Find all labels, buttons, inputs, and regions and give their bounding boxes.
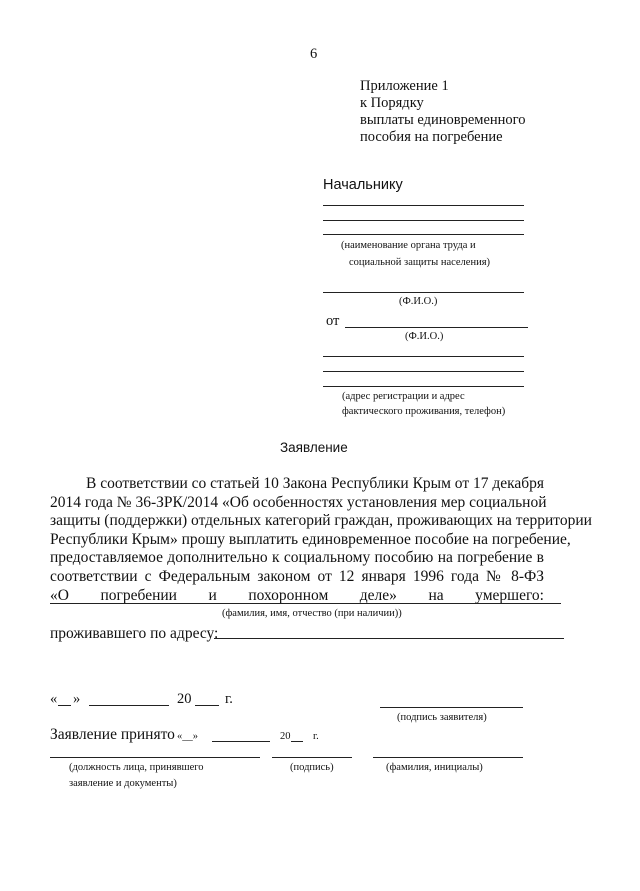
accepted-year-suffix: г. xyxy=(313,731,319,742)
position-line[interactable] xyxy=(50,757,260,758)
org-hint-2: социальной защиты населения) xyxy=(349,257,491,268)
body-line-6: соответствии с Федеральным законом от 12 января 1996 года № 8-ФЗ xyxy=(50,567,544,585)
body-line-5: предоставляемое дополнительно к социальному пособию на погребение в xyxy=(50,549,544,567)
body-line-1: В соответствии со статьей 10 Закона Республики Крым от 17 декабря xyxy=(86,475,545,492)
body-paragraph xyxy=(50,475,592,605)
body-line-2: 2014 года № 36-ЗРК/2014 «Об особенностях установления мер социальной xyxy=(50,493,547,511)
deceased-name-hint: (фамилия, имя, отчество (при наличии)) xyxy=(222,608,402,619)
date-year-suffix: г. xyxy=(225,691,233,707)
from-label: от xyxy=(326,313,340,329)
position-hint-2: заявление и документы) xyxy=(69,778,177,789)
accepted-label: Заявление принято xyxy=(50,726,175,743)
date-year-line[interactable] xyxy=(195,705,219,706)
acceptor-name-line[interactable] xyxy=(373,757,523,758)
date-month-line[interactable] xyxy=(89,705,169,706)
body-line-4: Республики Крым» прошу выплатить единовременное пособие на погребение, xyxy=(50,530,571,548)
appendix-line-4: пособия на погребение xyxy=(360,129,503,145)
accepted-year-prefix: 20 xyxy=(280,731,291,742)
appendix-line-3: выплаты единовременного xyxy=(360,112,526,128)
address-label: проживавшего по адресу: xyxy=(50,625,219,642)
position-hint-1: (должность лица, принявшего xyxy=(69,762,204,773)
date-close-quote: » xyxy=(73,691,81,707)
applicant-fio-line[interactable] xyxy=(345,327,528,328)
accepted-year-line[interactable] xyxy=(291,741,303,742)
address-line-3[interactable] xyxy=(323,386,524,387)
org-line-2[interactable] xyxy=(323,220,524,221)
acceptor-signature-hint: (подпись) xyxy=(290,762,334,773)
addressee-to: Начальнику xyxy=(323,177,403,193)
accepted-month-line[interactable] xyxy=(212,741,270,742)
acceptor-name-hint: (фамилия, инициалы) xyxy=(386,762,483,773)
head-fio-line[interactable] xyxy=(323,292,524,293)
document-title: Заявление xyxy=(280,440,348,455)
page-number: 6 xyxy=(310,46,318,62)
deceased-address-line[interactable] xyxy=(214,638,564,639)
applicant-fio-hint: (Ф.И.О.) xyxy=(405,331,444,342)
applicant-signature-line[interactable] xyxy=(380,707,523,708)
date-day-line[interactable] xyxy=(58,705,71,706)
date-year-prefix: 20 xyxy=(177,691,192,707)
appendix-line-2: к Порядку xyxy=(360,95,424,111)
address-hint-2: фактического проживания, телефон) xyxy=(342,406,506,417)
body-line-7: «О погребении и похоронном деле» на умершего: xyxy=(50,586,544,604)
address-line-2[interactable] xyxy=(323,371,524,372)
address-line-1[interactable] xyxy=(323,356,524,357)
body-line-3: защиты (поддержки) отдельных категорий граждан, проживающих на территории xyxy=(50,512,592,530)
accepted-date-text: «__» xyxy=(177,731,198,742)
org-hint-1: (наименование органа труда и xyxy=(341,240,476,251)
appendix-line-1: Приложение 1 xyxy=(360,78,449,94)
deceased-name-line[interactable] xyxy=(50,603,561,604)
org-line-3[interactable] xyxy=(323,234,524,235)
head-fio-hint: (Ф.И.О.) xyxy=(399,296,438,307)
acceptor-signature-line[interactable] xyxy=(272,757,352,758)
date-open-quote: « xyxy=(50,691,58,707)
address-hint-1: (адрес регистрации и адрес xyxy=(342,391,465,402)
org-line-1[interactable] xyxy=(323,205,524,206)
applicant-signature-hint: (подпись заявителя) xyxy=(397,712,487,723)
